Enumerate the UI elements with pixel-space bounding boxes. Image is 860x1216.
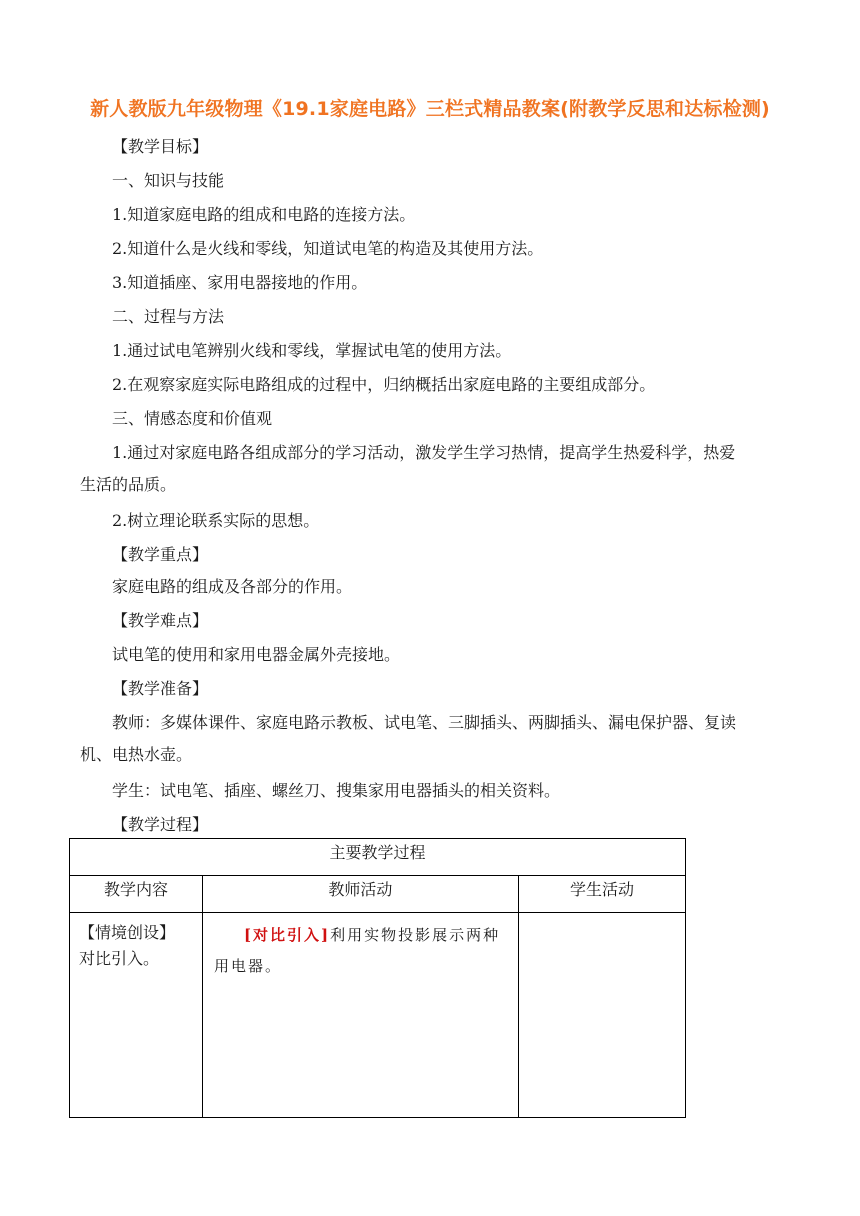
column-header-teacher: 教师活动 [202, 876, 518, 913]
section-heading-objectives: 【教学目标】 [112, 137, 209, 156]
teacher-activity-tag: [对比引入] [243, 926, 331, 944]
subheading-process: 二、过程与方法 [112, 307, 225, 326]
content-tag: 【情境创设】 [79, 923, 176, 942]
preparation-student: 学生：试电笔、插座、螺丝刀、搜集家用电器插头的相关资料。 [112, 781, 561, 800]
section-heading-difficulties: 【教学难点】 [112, 611, 209, 630]
table-row [70, 913, 686, 1118]
table-caption: 主要教学过程 [70, 839, 686, 876]
subheading-knowledge: 一、知识与技能 [112, 171, 225, 190]
objective-item: 2.树立理论联系实际的思想。 [112, 511, 320, 530]
column-header-student: 学生活动 [518, 876, 685, 913]
preparation-teacher-continued: 机、电热水壶。 [80, 745, 193, 764]
cell-teacher-activity [202, 913, 518, 1118]
difficulties-text: 试电笔的使用和家用电器金属外壳接地。 [112, 645, 401, 664]
section-heading-preparation: 【教学准备】 [112, 679, 209, 698]
key-points-text: 家庭电路的组成及各部分的作用。 [112, 577, 353, 596]
objective-item: 3.知道插座、家用电器接地的作用。 [112, 273, 368, 292]
content-text: 对比引入。 [79, 949, 160, 968]
column-header-content: 教学内容 [70, 876, 203, 913]
preparation-teacher: 教师：多媒体课件、家庭电路示教板、试电笔、三脚插头、两脚插头、漏电保护器、复读 [112, 713, 737, 732]
teaching-process-table [69, 838, 686, 1118]
document-title: 新人教版九年级物理《19.1家庭电路》三栏式精品教案(附教学反思和达标检测) [90, 98, 770, 120]
cell-student-activity [518, 913, 685, 1118]
teacher-activity-text: 利用实物投影展示两种用电器。 [213, 926, 501, 975]
objective-item-continued: 生活的品质。 [80, 475, 177, 494]
objective-item: 1.通过试电笔辨别火线和零线，掌握试电笔的使用方法。 [112, 341, 512, 360]
objective-item: 2.知道什么是火线和零线，知道试电笔的构造及其使用方法。 [112, 239, 544, 258]
objective-item: 1.知道家庭电路的组成和电路的连接方法。 [112, 205, 416, 224]
section-heading-process: 【教学过程】 [112, 815, 209, 834]
subheading-attitude: 三、情感态度和价值观 [112, 409, 273, 428]
section-heading-key-points: 【教学重点】 [112, 545, 209, 564]
objective-item: 1.通过对家庭电路各组成部分的学习活动，激发学生学习热情，提高学生热爱科学，热爱 [112, 443, 736, 462]
cell-content [70, 913, 203, 1118]
objective-item: 2.在观察家庭实际电路组成的过程中，归纳概括出家庭电路的主要组成部分。 [112, 375, 656, 394]
